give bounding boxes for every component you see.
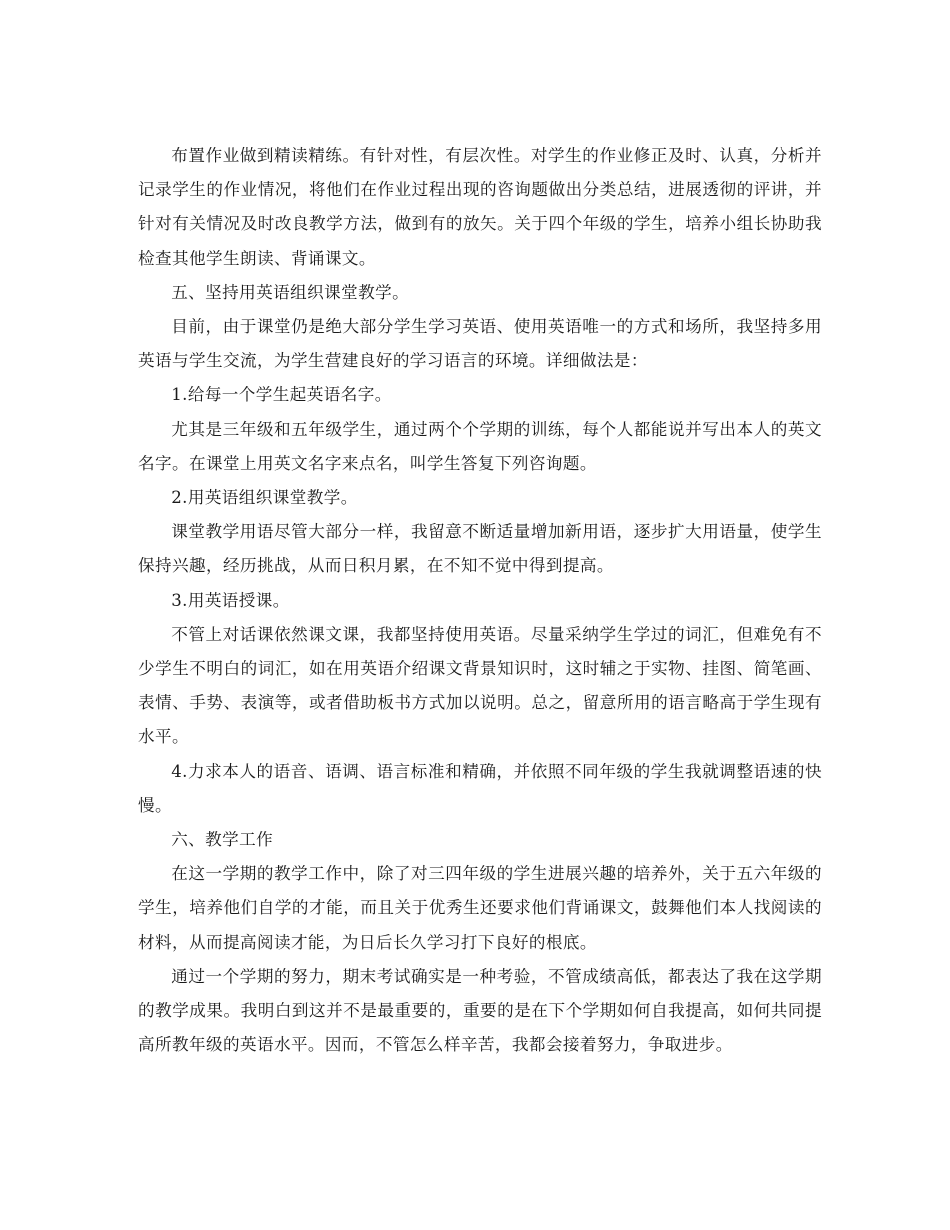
paragraph-teaching-work: 在这一学期的教学工作中，除了对三四年级的学生进展兴趣的培养外，关于五六年级的学生，培养他们自学的才能，而且关于优秀生还要求他们背诵课文，鼓舞他们本人找阅读的材料，从而提高阅读才能，为日后长久学习打下良好的根底。 — [138, 864, 822, 952]
list-item-4: 4.力求本人的语音、语调、语言标准和精确，并依照不同年级的学生我就调整语速的快慢。 — [138, 761, 822, 815]
heading-section-6: 六、教学工作 — [171, 830, 274, 850]
paragraph-english-names: 尤其是三年级和五年级学生，通过两个个学期的训练，每个人都能说并写出本人的英文名字。在课堂上用英文名字来点名，叫学生答复下列咨询题。 — [138, 419, 822, 473]
list-item-2: 2.用英语组织课堂教学。 — [171, 488, 358, 508]
paragraph-homework: 布置作业做到精读精练。有针对性，有层次性。对学生的作业修正及时、认真，分析并记录学生的作业情况，将他们在作业过程出现的咨询题做出分类总结，进展透彻的评讲，并针对有关情况及时改良教学方法，做到有的放矢。关于四个年级的学生，培养小组长协助我检查其他学生朗读、背诵课文。 — [138, 146, 822, 268]
heading-section-5: 五、坚持用英语组织课堂教学。 — [171, 282, 410, 302]
paragraph-classroom-environment: 目前，由于课堂仍是绝大部分学生学习英语、使用英语唯一的方式和场所，我坚持多用英语与学生交流，为学生营建良好的学习语言的环境。详细做法是： — [138, 317, 822, 371]
document-body — [138, 139, 822, 1062]
paragraph-teaching-in-english: 不管上对话课依然课文课，我都坚持使用英语。尽量采纳学生学过的词汇，但难免有不少学生不明白的词汇，如在用英语介绍课文背景知识时，这时辅之于实物、挂图、简笔画、表情、手势、表演等，或者借助板书方式加以说明。总之，留意所用的语言略高于学生现有水平。 — [138, 624, 822, 747]
paragraph-classroom-language: 课堂教学用语尽管大部分一样，我留意不断适量增加新用语，逐步扩大用语量，使学生保持兴趣，经历挑战，从而日积月累，在不知不觉中得到提高。 — [138, 522, 822, 576]
list-item-1: 1.给每一个学生起英语名字。 — [171, 385, 392, 405]
paragraph-conclusion: 通过一个学期的努力，期末考试确实是一种考验，不管成绩高低，都表达了我在这学期的教学成果。我明白到这并不是最重要的，重要的是在下个学期如何自我提高，如何共同提高所教年级的英语水平。因而，不管怎么样辛苦，我都会接着努力，争取进步。 — [138, 966, 822, 1055]
list-item-3: 3.用英语授课。 — [171, 590, 290, 610]
